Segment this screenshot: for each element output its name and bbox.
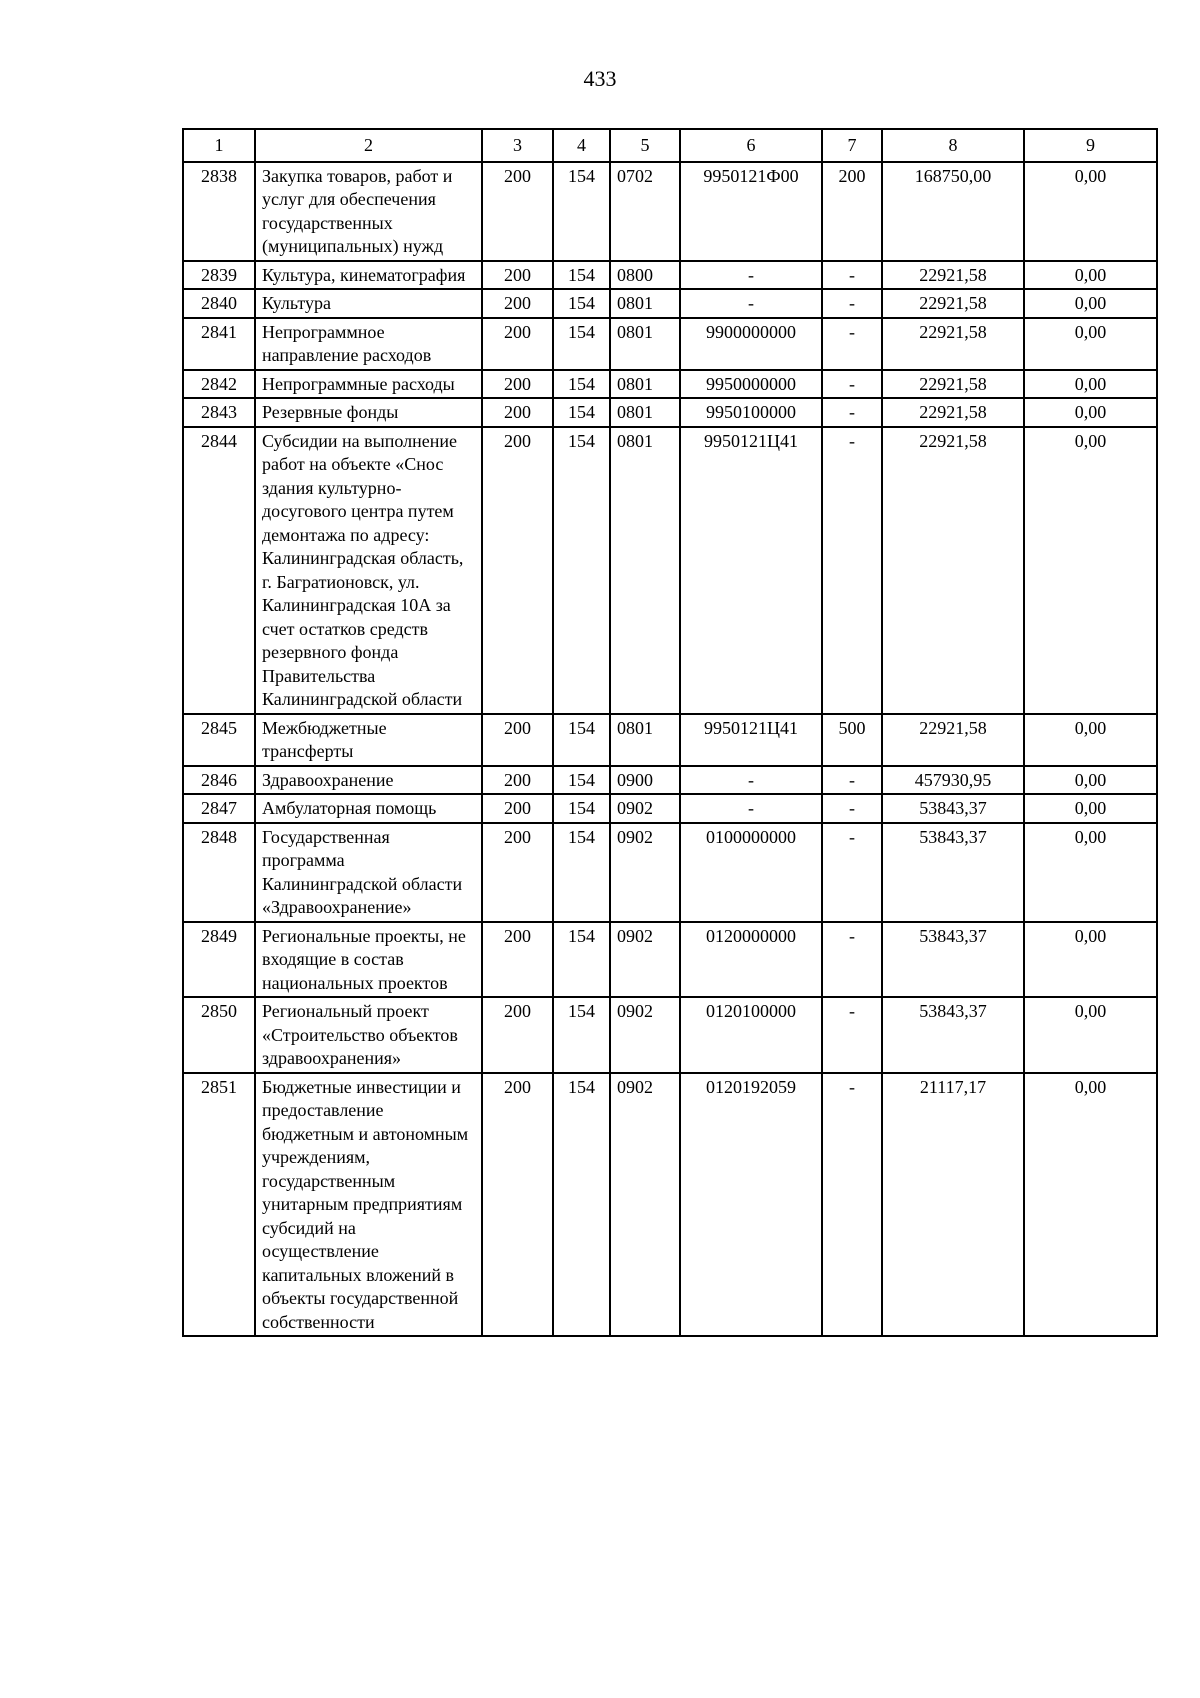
col4-value: 154 [553, 922, 610, 998]
col3-value: 200 [482, 398, 553, 427]
row-name: Государственная программа Калининградской области «Здравоохранение» [255, 823, 482, 922]
table-row [183, 370, 1157, 399]
col4-value: 154 [553, 162, 610, 261]
section-code: 0902 [610, 794, 680, 823]
expense-type: 200 [822, 162, 882, 261]
expense-type: 500 [822, 714, 882, 766]
row-name: Закупка товаров, работ и услуг для обеспечения государственных (муниципальных) нужд [255, 162, 482, 261]
amount-2: 0,00 [1024, 289, 1157, 318]
target-code: 0100000000 [680, 823, 822, 922]
col3-value: 200 [482, 794, 553, 823]
amount-2: 0,00 [1024, 398, 1157, 427]
expense-type: - [822, 261, 882, 290]
amount: 22921,58 [882, 427, 1024, 714]
amount: 53843,37 [882, 922, 1024, 998]
section-code: 0801 [610, 714, 680, 766]
amount-2: 0,00 [1024, 162, 1157, 261]
amount-2: 0,00 [1024, 1073, 1157, 1337]
row-number: 2846 [183, 766, 255, 795]
expense-type: - [822, 398, 882, 427]
col3-value: 200 [482, 714, 553, 766]
header-row [183, 129, 1157, 162]
amount: 21117,17 [882, 1073, 1024, 1337]
col4-value: 154 [553, 794, 610, 823]
table-row [183, 714, 1157, 766]
section-code: 0902 [610, 1073, 680, 1337]
table-row [183, 922, 1157, 998]
col4-value: 154 [553, 997, 610, 1073]
row-number: 2848 [183, 823, 255, 922]
col3-value: 200 [482, 823, 553, 922]
row-name: Межбюджетные трансферты [255, 714, 482, 766]
amount: 53843,37 [882, 794, 1024, 823]
row-name: Бюджетные инвестиции и предоставление бюджетным и автономным учреждениям, государственным унитарным предприятиям субсидий на осуществление капитальных вложений в объекты государственной собственности [255, 1073, 482, 1337]
row-number: 2840 [183, 289, 255, 318]
row-name: Культура, кинематография [255, 261, 482, 290]
expense-type: - [822, 370, 882, 399]
section-code: 0902 [610, 823, 680, 922]
row-name: Непрограммные расходы [255, 370, 482, 399]
col3-value: 200 [482, 427, 553, 714]
table-row [183, 997, 1157, 1073]
col4-value: 154 [553, 766, 610, 795]
col3-value: 200 [482, 162, 553, 261]
target-code: 9950000000 [680, 370, 822, 399]
row-name: Непрограммное направление расходов [255, 318, 482, 370]
row-number: 2851 [183, 1073, 255, 1337]
row-name: Региональные проекты, не входящие в состав национальных проектов [255, 922, 482, 998]
col3-value: 200 [482, 997, 553, 1073]
row-name: Здравоохранение [255, 766, 482, 795]
target-code: 0120100000 [680, 997, 822, 1073]
table-row [183, 794, 1157, 823]
table-row [183, 427, 1157, 714]
amount-2: 0,00 [1024, 261, 1157, 290]
row-name: Резервные фонды [255, 398, 482, 427]
target-code: 9900000000 [680, 318, 822, 370]
row-number: 2847 [183, 794, 255, 823]
amount: 53843,37 [882, 823, 1024, 922]
row-name: Региональный проект «Строительство объектов здравоохранения» [255, 997, 482, 1073]
table-row [183, 289, 1157, 318]
section-code: 0902 [610, 997, 680, 1073]
amount-2: 0,00 [1024, 714, 1157, 766]
table-row [183, 318, 1157, 370]
header-col-1: 1 [183, 129, 255, 162]
header-col-4: 4 [553, 129, 610, 162]
amount-2: 0,00 [1024, 427, 1157, 714]
amount: 168750,00 [882, 162, 1024, 261]
col4-value: 154 [553, 318, 610, 370]
table-header [183, 129, 1157, 162]
target-code: 0120000000 [680, 922, 822, 998]
expense-type: - [822, 1073, 882, 1337]
amount: 22921,58 [882, 289, 1024, 318]
header-col-9: 9 [1024, 129, 1157, 162]
col3-value: 200 [482, 922, 553, 998]
target-code: - [680, 289, 822, 318]
table-row [183, 261, 1157, 290]
target-code: 9950100000 [680, 398, 822, 427]
amount: 22921,58 [882, 398, 1024, 427]
row-name: Субсидии на выполнение работ на объекте «Снос здания культурно-досугового центра путем демонтажа по адресу: Калининградская область, г. Багратионовск, ул. Калининградская 10А за счет остатков средств резервного фонда Правительства Калининградской области [255, 427, 482, 714]
amount-2: 0,00 [1024, 997, 1157, 1073]
section-code: 0800 [610, 261, 680, 290]
col4-value: 154 [553, 289, 610, 318]
row-number: 2849 [183, 922, 255, 998]
col3-value: 200 [482, 370, 553, 399]
section-code: 0801 [610, 427, 680, 714]
target-code: 0120192059 [680, 1073, 822, 1337]
row-number: 2845 [183, 714, 255, 766]
amount-2: 0,00 [1024, 318, 1157, 370]
col3-value: 200 [482, 1073, 553, 1337]
amount-2: 0,00 [1024, 794, 1157, 823]
header-col-2: 2 [255, 129, 482, 162]
col4-value: 154 [553, 398, 610, 427]
target-code: 9950121Ц41 [680, 714, 822, 766]
col4-value: 154 [553, 823, 610, 922]
expense-type: - [822, 766, 882, 795]
expense-type: - [822, 794, 882, 823]
col4-value: 154 [553, 714, 610, 766]
target-code: 9950121Ф00 [680, 162, 822, 261]
amount-2: 0,00 [1024, 823, 1157, 922]
row-number: 2838 [183, 162, 255, 261]
table-row [183, 1073, 1157, 1337]
header-col-7: 7 [822, 129, 882, 162]
target-code: - [680, 794, 822, 823]
amount: 22921,58 [882, 318, 1024, 370]
row-number: 2839 [183, 261, 255, 290]
amount-2: 0,00 [1024, 766, 1157, 795]
col3-value: 200 [482, 766, 553, 795]
col4-value: 154 [553, 1073, 610, 1337]
budget-table [182, 128, 1158, 1337]
row-name: Амбулаторная помощь [255, 794, 482, 823]
expense-type: - [822, 427, 882, 714]
page-number: 433 [583, 66, 617, 91]
table-row [183, 162, 1157, 261]
amount: 22921,58 [882, 714, 1024, 766]
section-code: 0902 [610, 922, 680, 998]
col4-value: 154 [553, 427, 610, 714]
section-code: 0801 [610, 398, 680, 427]
col3-value: 200 [482, 318, 553, 370]
row-number: 2841 [183, 318, 255, 370]
table-body [183, 162, 1157, 1337]
section-code: 0900 [610, 766, 680, 795]
table-row [183, 398, 1157, 427]
table-row [183, 823, 1157, 922]
row-number: 2842 [183, 370, 255, 399]
amount: 53843,37 [882, 997, 1024, 1073]
table-row [183, 766, 1157, 795]
col3-value: 200 [482, 289, 553, 318]
col4-value: 154 [553, 370, 610, 399]
header-col-5: 5 [610, 129, 680, 162]
target-code: 9950121Ц41 [680, 427, 822, 714]
expense-type: - [822, 997, 882, 1073]
amount: 22921,58 [882, 370, 1024, 399]
section-code: 0702 [610, 162, 680, 261]
col4-value: 154 [553, 261, 610, 290]
target-code: - [680, 261, 822, 290]
row-number: 2844 [183, 427, 255, 714]
header-col-8: 8 [882, 129, 1024, 162]
amount-2: 0,00 [1024, 922, 1157, 998]
header-col-3: 3 [482, 129, 553, 162]
row-name: Культура [255, 289, 482, 318]
expense-type: - [822, 823, 882, 922]
row-number: 2843 [183, 398, 255, 427]
section-code: 0801 [610, 318, 680, 370]
col3-value: 200 [482, 261, 553, 290]
section-code: 0801 [610, 289, 680, 318]
amount: 457930,95 [882, 766, 1024, 795]
expense-type: - [822, 289, 882, 318]
expense-type: - [822, 922, 882, 998]
expense-type: - [822, 318, 882, 370]
target-code: - [680, 766, 822, 795]
amount-2: 0,00 [1024, 370, 1157, 399]
amount: 22921,58 [882, 261, 1024, 290]
section-code: 0801 [610, 370, 680, 399]
row-number: 2850 [183, 997, 255, 1073]
header-col-6: 6 [680, 129, 822, 162]
